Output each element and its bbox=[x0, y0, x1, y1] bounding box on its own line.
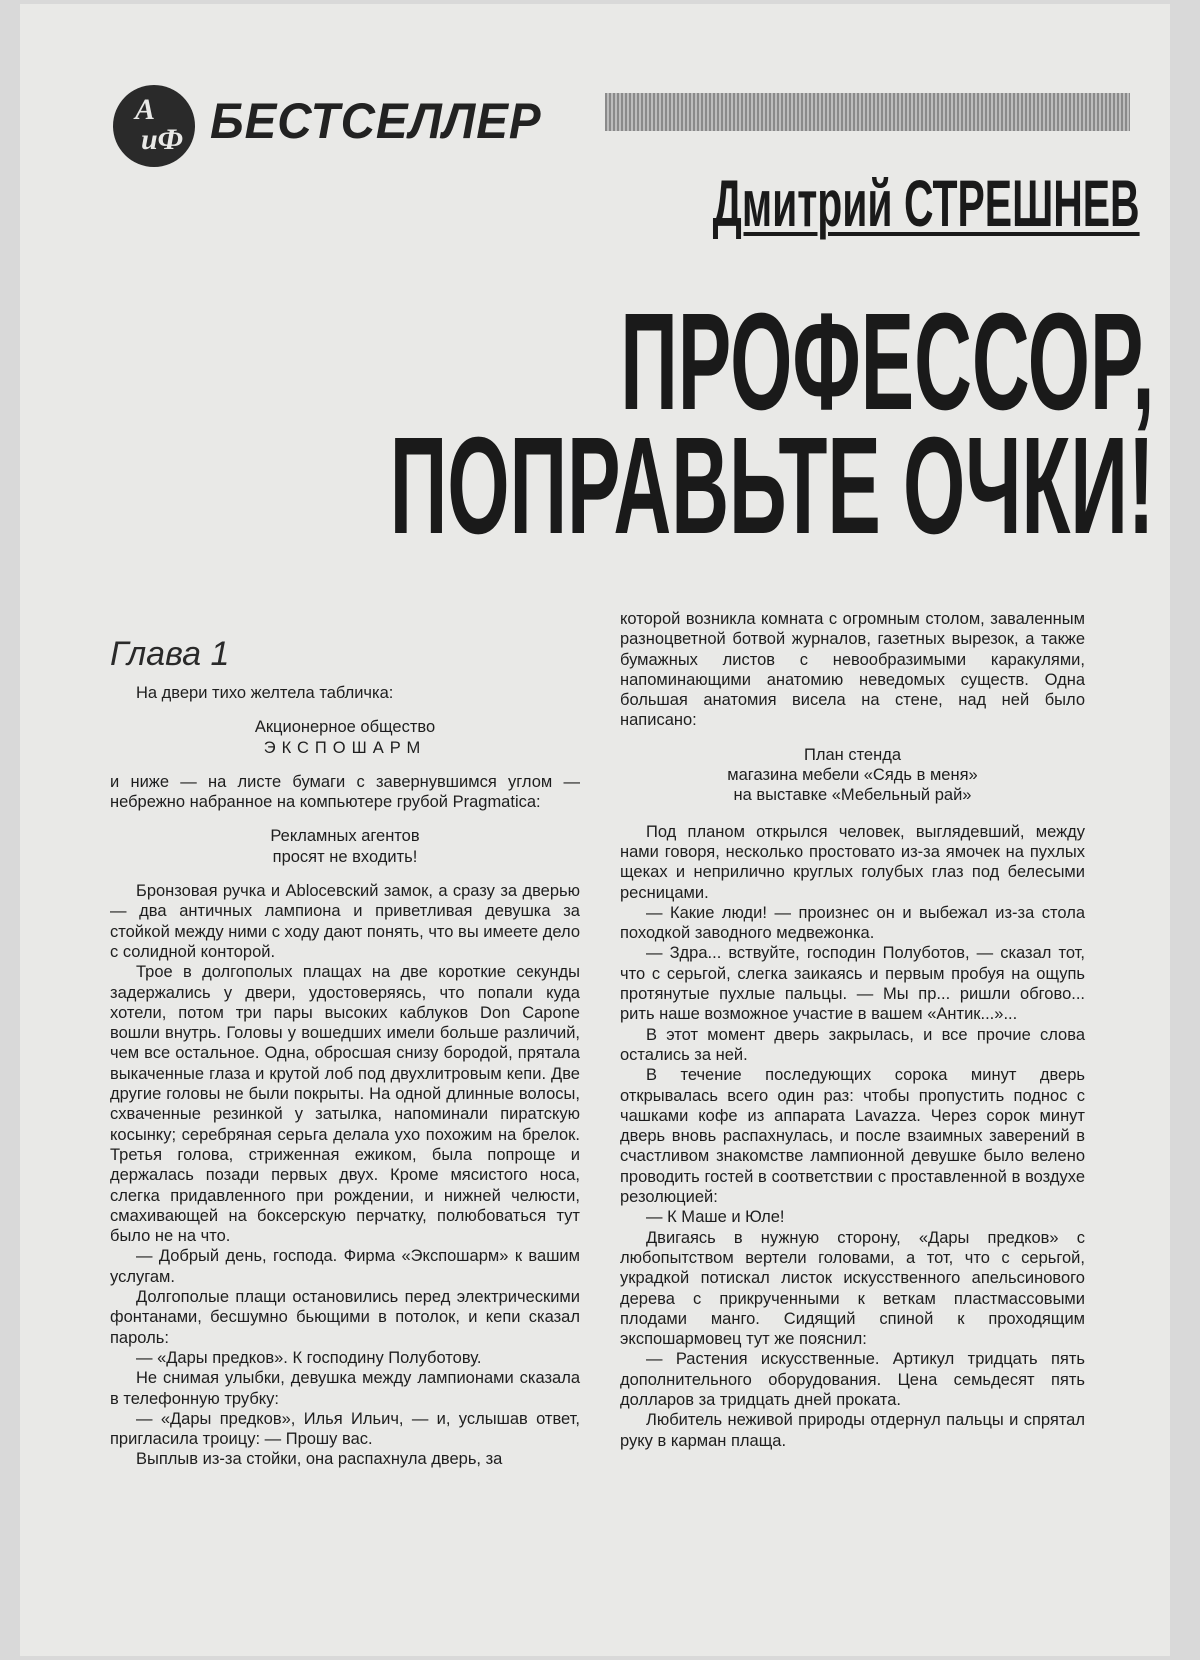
paragraph: — К Маше и Юле! bbox=[646, 1208, 785, 1227]
series-title: БЕСТСЕЛЛЕР bbox=[210, 93, 542, 149]
paragraph: Не снимая улыбки, девушка между лампионами сказала в телефонную трубку: bbox=[110, 1369, 580, 1408]
paragraph: Бронзовая ручка и Ablocевский замок, а сразу за дверью — два античных лампиона и приветливая девушка за стойкой между ними с ходу дают понять, что вы имеете дело с солидной конторой. bbox=[110, 882, 581, 961]
paragraph: Долгополые плащи остановились перед электрическими фонтанами, бесшумно бьющими в потолок, и кепи сказал пароль: bbox=[110, 1288, 580, 1347]
author-name: Дмитрий СТРЕШНЕВ bbox=[713, 166, 1140, 240]
paragraph: Выплыв из-за стойки, она распахнула дверь, за bbox=[136, 1450, 503, 1469]
paragraph: — Растения искусственные. Артикул тридцать пять дополнительного оборудования. Цена семьдесят пять долларов за тридцать дней проката. bbox=[620, 1350, 1085, 1409]
chapter-heading: Глава 1 bbox=[110, 635, 230, 673]
sign-line: Акционерное общество bbox=[254, 718, 436, 737]
header-decorative-bar bbox=[605, 93, 1130, 131]
title-line-1: ПРОФЕССОР, bbox=[620, 285, 1155, 439]
paragraph: В этот момент дверь закрылась, и все прочие слова остались за ней. bbox=[620, 1025, 1085, 1064]
plan-caption-line: на выставке «Мебельный рай» bbox=[733, 786, 972, 805]
paragraph: — «Дары предков», Илья Ильич, — и, услышав ответ, пригласила троицу: — Прошу вас. bbox=[110, 1409, 580, 1449]
paragraph: и ниже — на листе бумаги с завернувшимся углом — небрежно набранное на компьютере грубой Pragmatica: bbox=[110, 772, 580, 812]
paragraph: На двери тихо желтела табличка: bbox=[136, 684, 394, 702]
notice-line: просят не входить! bbox=[272, 847, 418, 866]
paragraph: В течение последующих сорока минут дверь открывалась всего один раз: чтобы пропустить поднос с чашками кофе из аппарата Lavazza. Через сорок минут дверь вновь распахнулась, и после взаимных заверений в счастливом знакомстве лампионной девушке было велено проводить гостей в соответствии с проставленной в воздухе резолюцией: bbox=[620, 1066, 1085, 1207]
paragraph: — Добрый день, господа. Фирма «Экспошарм» к вашим услугам. bbox=[110, 1247, 580, 1286]
paragraph: Любитель неживой природы отдернул пальцы и спрятал руку в карман плаща. bbox=[620, 1411, 1085, 1450]
plan-caption-line: магазина мебели «Сядь в меня» bbox=[727, 766, 978, 785]
book-title bbox=[390, 285, 1155, 563]
plan-caption-line: План стенда bbox=[803, 745, 902, 764]
left-column bbox=[110, 683, 580, 1470]
paragraph: Трое в долгополых плащах на две короткие секунды задержались у двери, удостоверяясь, что попали куда хотели, потом три пары высоких каблуков Don Capone вошли внутрь. Головы у вошедших имели больше различий, чем все остальное. Одна, обросшая снизу бородой, прятала выкаченные глаза и крутой лоб под двухлитровым кепи. Две другие головы не были покрыты. На одной длинные волосы, схваченные резинкой у затылка, напоминали пиратскую косынку; серебряная серьга делала ухо похожим на брелок. Третья голова, стриженная ежиком, была попроще и держалась позади первых двух. Кроме мясистого носа, слегка придавленного при рождении, и нижней челюсти, смахивающей на боксерскую перчатку, полюбоваться тут было не на что. bbox=[110, 963, 580, 1246]
aif-logo: А иФ bbox=[113, 85, 195, 167]
right-column bbox=[620, 609, 1085, 1451]
notice-line: Рекламных агентов bbox=[270, 827, 420, 846]
sign-line: ЭКСПОШАРМ bbox=[263, 738, 427, 757]
paragraph: — «Дары предков». К господину Полуботову. bbox=[136, 1348, 482, 1367]
paragraph: Двигаясь в нужную сторону, «Дары предков» с любопытством вертели головами, а тот, что с серьгой, украдкой потискал листок искусственного апельсинового дерева с прикрученными к веткам пластмассовыми плодами манго. Сидящий спиной к проходящим экспошармовец тут же пояснил: bbox=[620, 1228, 1085, 1349]
paragraph: Под планом открылся человек, выглядевший, между нами говоря, несколько простовато из-за ямочек на пухлых щеках и неприлично круглых голубых глаз под белесыми ресницами. bbox=[620, 822, 1085, 902]
paragraph: — Здра... вствуйте, господин Полуботов, — сказал тот, что с серьгой, слегка заикаясь и первым пробуя на ощупь протянутые пухлые пальцы. — Мы пр... ришли обгово... рить наше возможное участие в вашем «Антик...»... bbox=[620, 944, 1085, 1024]
paragraph: которой возникла комната с огромным столом, заваленным разноцветной ботвой журналов, газетных вырезок, а также бумажных листов с невообразимыми каракулями, напоминающими анатомию неведомых существ. Одна большая анатомия висела на стене, над ней было написано: bbox=[620, 610, 1085, 730]
title-line-2: ПОПРАВЬТЕ ОЧКИ! bbox=[390, 409, 1155, 563]
paragraph: — Какие люди! — произнес он и выбежал из-за стола походкой заводного медвежонка. bbox=[620, 903, 1085, 943]
